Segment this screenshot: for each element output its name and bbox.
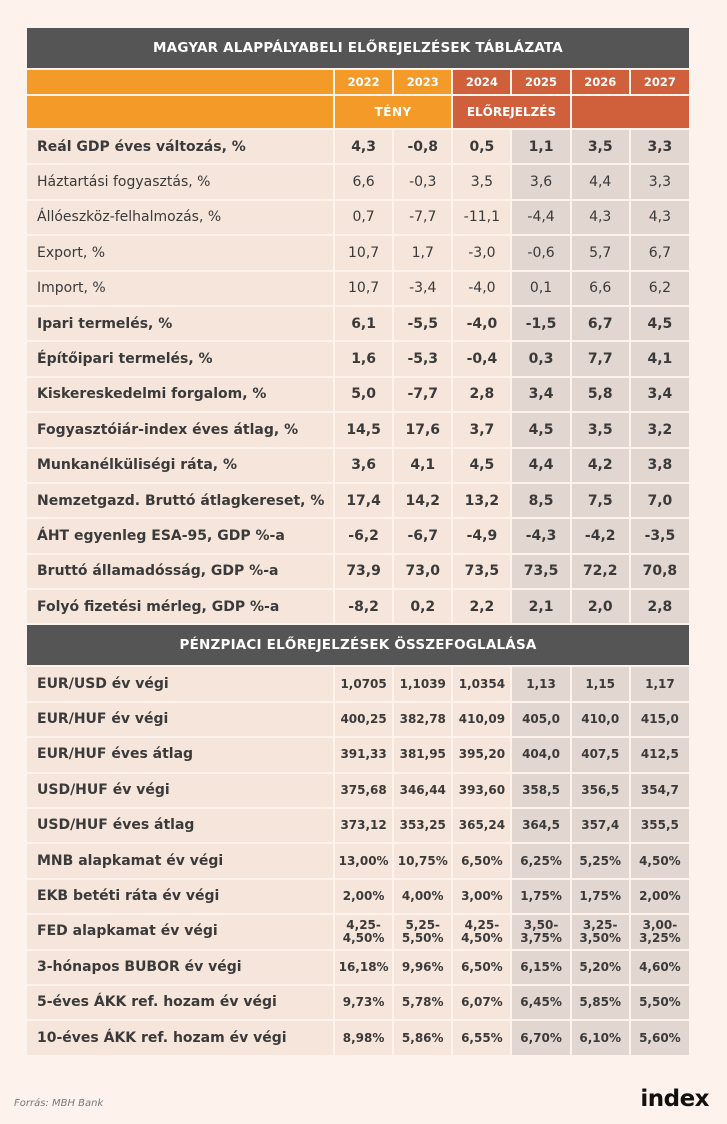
value-cell: 1,1039: [393, 666, 452, 701]
value-cell: 4,3: [334, 129, 393, 164]
value-cell: 2,0: [571, 589, 630, 623]
value-line: 3,50-: [523, 917, 559, 932]
value-cell: -11,1: [452, 200, 511, 235]
year-header: 2026: [571, 69, 630, 95]
value-cell: 4,5: [452, 448, 511, 483]
table-row: [27, 950, 689, 985]
value-cell: 355,5: [630, 808, 689, 843]
value-cell: 3,4: [511, 377, 570, 412]
value-cell: 6,10%: [571, 1020, 630, 1054]
value-cell: 4,5: [630, 306, 689, 341]
row-label: FED alapkamat év végi: [27, 914, 334, 949]
value-cell: 3,2: [630, 412, 689, 447]
value-line: 4,25-: [346, 917, 381, 932]
value-cell: 1,17: [630, 666, 689, 701]
value-line: 3,75%: [520, 930, 562, 945]
value-cell: 10,7: [334, 271, 393, 306]
value-cell: -3,5: [630, 518, 689, 553]
table-row: [27, 843, 689, 878]
value-cell: 415,0: [630, 702, 689, 737]
value-cell: [334, 914, 393, 949]
row-label: Bruttó államadósság, GDP %-a: [27, 554, 334, 589]
value-cell: 4,3: [630, 200, 689, 235]
row-label: 10-éves ÁKK ref. hozam év végi: [27, 1020, 334, 1054]
value-cell: 3,3: [630, 129, 689, 164]
source-note: Forrás: MBH Bank: [14, 1098, 104, 1109]
value-cell: -8,2: [334, 589, 393, 623]
table-row: [27, 808, 689, 843]
row-label: Munkanélküliségi ráta, %: [27, 448, 334, 483]
value-cell: 3,8: [630, 448, 689, 483]
value-cell: -3,4: [393, 271, 452, 306]
value-cell: 375,68: [334, 773, 393, 808]
value-cell: 73,9: [334, 554, 393, 589]
value-cell: 73,5: [452, 554, 511, 589]
table-row: [27, 377, 689, 412]
value-cell: 6,6: [334, 164, 393, 199]
value-cell: 8,5: [511, 483, 570, 518]
value-cell: 1,15: [571, 666, 630, 701]
table-row: [27, 235, 689, 270]
value-cell: 6,2: [630, 271, 689, 306]
value-cell: 3,6: [334, 448, 393, 483]
value-line: 4,50%: [342, 930, 385, 945]
row-label: 5-éves ÁKK ref. hozam év végi: [27, 985, 334, 1020]
value-cell: -7,7: [393, 200, 452, 235]
row-label: Építőipari termelés, %: [27, 341, 334, 376]
value-cell: 3,5: [452, 164, 511, 199]
value-cell: 73,5: [511, 554, 570, 589]
value-cell: 6,45%: [511, 985, 570, 1020]
year-header: 2022: [334, 69, 393, 95]
value-cell: 6,25%: [511, 843, 570, 878]
row-label: Háztartási fogyasztás, %: [27, 164, 334, 199]
value-cell: 4,2: [571, 448, 630, 483]
table-row: [27, 666, 689, 701]
forecast-table-wrapper: [27, 28, 689, 1055]
value-cell: 5,60%: [630, 1020, 689, 1054]
value-cell: 5,7: [571, 235, 630, 270]
value-line: 3,25%: [639, 930, 681, 945]
table-row: [27, 448, 689, 483]
value-cell: 1,75%: [571, 879, 630, 914]
value-cell: 6,07%: [452, 985, 511, 1020]
value-cell: 6,50%: [452, 843, 511, 878]
value-cell: 381,95: [393, 737, 452, 772]
table-row: [27, 914, 689, 949]
value-cell: 14,5: [334, 412, 393, 447]
value-cell: 1,1: [511, 129, 570, 164]
money-table: [27, 665, 689, 1054]
value-cell: 6,1: [334, 306, 393, 341]
value-cell: 6,15%: [511, 950, 570, 985]
value-cell: 6,70%: [511, 1020, 570, 1054]
value-cell: 382,78: [393, 702, 452, 737]
value-cell: 9,96%: [393, 950, 452, 985]
table-title: MAGYAR ALAPPÁLYABELI ELŐREJELZÉSEK TÁBLÁZATA: [27, 28, 689, 68]
value-cell: 5,0: [334, 377, 393, 412]
value-cell: 3,6: [511, 164, 570, 199]
value-cell: -4,0: [452, 271, 511, 306]
row-label: Állóeszköz-felhalmozás, %: [27, 200, 334, 235]
value-cell: 354,7: [630, 773, 689, 808]
row-label: Folyó fizetési mérleg, GDP %-a: [27, 589, 334, 623]
value-line: 3,25-: [582, 917, 618, 932]
value-cell: 14,2: [393, 483, 452, 518]
value-cell: -7,7: [393, 377, 452, 412]
value-cell: 4,3: [571, 200, 630, 235]
year-header-row: [27, 69, 689, 95]
value-cell: 16,18%: [334, 950, 393, 985]
value-cell: 2,2: [452, 589, 511, 623]
value-cell: 404,0: [511, 737, 570, 772]
value-cell: 3,5: [571, 412, 630, 447]
value-cell: 0,1: [511, 271, 570, 306]
table-row: [27, 985, 689, 1020]
row-label: EUR/USD év végi: [27, 666, 334, 701]
value-cell: 2,1: [511, 589, 570, 623]
value-cell: 2,00%: [630, 879, 689, 914]
value-cell: 4,60%: [630, 950, 689, 985]
row-label: Fogyasztóiár-index éves átlag, %: [27, 412, 334, 447]
value-cell: [452, 914, 511, 949]
value-cell: -4,0: [452, 306, 511, 341]
value-cell: 346,44: [393, 773, 452, 808]
value-cell: 407,5: [571, 737, 630, 772]
value-cell: 410,09: [452, 702, 511, 737]
value-cell: 0,7: [334, 200, 393, 235]
table-row: [27, 773, 689, 808]
value-cell: 4,4: [571, 164, 630, 199]
row-label: USD/HUF év végi: [27, 773, 334, 808]
row-label: EUR/HUF év végi: [27, 702, 334, 737]
header-blank: [27, 69, 334, 95]
row-label: Reál GDP éves változás, %: [27, 129, 334, 164]
table-row: [27, 412, 689, 447]
value-cell: -6,7: [393, 518, 452, 553]
row-label: Import, %: [27, 271, 334, 306]
value-cell: 373,12: [334, 808, 393, 843]
value-cell: 70,8: [630, 554, 689, 589]
forecast-label: ELŐREJELZÉS: [452, 95, 570, 129]
value-cell: 0,3: [511, 341, 570, 376]
value-cell: -0,3: [393, 164, 452, 199]
value-cell: 7,7: [571, 341, 630, 376]
value-cell: -1,5: [511, 306, 570, 341]
row-label: EKB betéti ráta év végi: [27, 879, 334, 914]
year-header: 2024: [452, 69, 511, 95]
table-row: [27, 200, 689, 235]
value-cell: 357,4: [571, 808, 630, 843]
table-row: [27, 737, 689, 772]
value-cell: 0,2: [393, 589, 452, 623]
year-header: 2027: [630, 69, 689, 95]
table-row: [27, 518, 689, 553]
value-line: 3,50%: [579, 930, 622, 945]
value-cell: 2,8: [452, 377, 511, 412]
actual-label: TÉNY: [334, 95, 452, 129]
value-cell: 395,20: [452, 737, 511, 772]
table-row: [27, 164, 689, 199]
value-cell: -0,6: [511, 235, 570, 270]
value-cell: 391,33: [334, 737, 393, 772]
value-cell: 356,5: [571, 773, 630, 808]
value-cell: 3,4: [630, 377, 689, 412]
table-row: [27, 306, 689, 341]
value-cell: 0,5: [452, 129, 511, 164]
year-header: 2025: [511, 69, 570, 95]
value-cell: -4,2: [571, 518, 630, 553]
value-line: 4,50%: [461, 930, 503, 945]
table-row: [27, 879, 689, 914]
value-cell: -4,3: [511, 518, 570, 553]
value-cell: [571, 914, 630, 949]
value-cell: [393, 914, 452, 949]
value-cell: 5,25%: [571, 843, 630, 878]
value-cell: 17,6: [393, 412, 452, 447]
value-cell: 6,6: [571, 271, 630, 306]
row-label: Kiskereskedelmi forgalom, %: [27, 377, 334, 412]
value-cell: 3,5: [571, 129, 630, 164]
row-label: Export, %: [27, 235, 334, 270]
value-cell: 4,50%: [630, 843, 689, 878]
value-cell: 3,7: [452, 412, 511, 447]
value-line: 4,25-: [464, 917, 500, 932]
value-cell: 1,6: [334, 341, 393, 376]
value-cell: 410,0: [571, 702, 630, 737]
value-cell: -0,4: [452, 341, 511, 376]
row-label: EUR/HUF éves átlag: [27, 737, 334, 772]
table-row: [27, 554, 689, 589]
value-cell: 13,2: [452, 483, 511, 518]
value-cell: 10,7: [334, 235, 393, 270]
value-cell: -4,9: [452, 518, 511, 553]
value-cell: 4,00%: [393, 879, 452, 914]
value-cell: 5,50%: [630, 985, 689, 1020]
value-cell: 4,1: [393, 448, 452, 483]
value-cell: 10,75%: [393, 843, 452, 878]
value-cell: 3,00%: [452, 879, 511, 914]
value-cell: 2,8: [630, 589, 689, 623]
value-cell: 353,25: [393, 808, 452, 843]
table-row: [27, 129, 689, 164]
value-cell: 1,0705: [334, 666, 393, 701]
value-cell: 6,55%: [452, 1020, 511, 1054]
row-label: 3-hónapos BUBOR év végi: [27, 950, 334, 985]
value-cell: -5,5: [393, 306, 452, 341]
value-cell: -3,0: [452, 235, 511, 270]
value-cell: 5,8: [571, 377, 630, 412]
value-cell: 412,5: [630, 737, 689, 772]
value-cell: 7,0: [630, 483, 689, 518]
value-cell: -4,4: [511, 200, 570, 235]
row-label: Nemzetgazd. Bruttó átlagkereset, %: [27, 483, 334, 518]
table-row: [27, 341, 689, 376]
table-row: [27, 271, 689, 306]
value-line: 5,50%: [401, 930, 444, 945]
value-cell: 4,4: [511, 448, 570, 483]
value-cell: 5,78%: [393, 985, 452, 1020]
value-cell: 1,0354: [452, 666, 511, 701]
row-label: MNB alapkamat év végi: [27, 843, 334, 878]
value-cell: 1,7: [393, 235, 452, 270]
value-cell: 364,5: [511, 808, 570, 843]
year-header: 2023: [393, 69, 452, 95]
value-cell: 2,00%: [334, 879, 393, 914]
value-cell: 5,85%: [571, 985, 630, 1020]
value-cell: 6,50%: [452, 950, 511, 985]
money-market-title: PÉNZPIACI ELŐREJELZÉSEK ÖSSZEFOGLALÁSA: [27, 623, 689, 665]
row-label: ÁHT egyenleg ESA-95, GDP %-a: [27, 518, 334, 553]
value-cell: 4,5: [511, 412, 570, 447]
value-cell: 1,13: [511, 666, 570, 701]
value-cell: [630, 914, 689, 949]
value-cell: 6,7: [630, 235, 689, 270]
value-cell: 358,5: [511, 773, 570, 808]
value-cell: 365,24: [452, 808, 511, 843]
value-cell: 9,73%: [334, 985, 393, 1020]
value-cell: 17,4: [334, 483, 393, 518]
value-line: 3,00-: [642, 917, 678, 932]
value-cell: 405,0: [511, 702, 570, 737]
value-cell: -5,3: [393, 341, 452, 376]
value-cell: 7,5: [571, 483, 630, 518]
forecast-blank: [571, 95, 689, 129]
value-line: 5,25-: [405, 917, 441, 932]
value-cell: -0,8: [393, 129, 452, 164]
period-header-row: [27, 95, 689, 129]
value-cell: 4,1: [630, 341, 689, 376]
table-row: [27, 702, 689, 737]
value-cell: 72,2: [571, 554, 630, 589]
value-cell: [511, 914, 570, 949]
value-cell: 393,60: [452, 773, 511, 808]
row-label: USD/HUF éves átlag: [27, 808, 334, 843]
table-row: [27, 483, 689, 518]
table-row: [27, 1020, 689, 1054]
value-cell: 3,3: [630, 164, 689, 199]
value-cell: 5,86%: [393, 1020, 452, 1054]
value-cell: 8,98%: [334, 1020, 393, 1054]
value-cell: 5,20%: [571, 950, 630, 985]
value-cell: 1,75%: [511, 879, 570, 914]
value-cell: 73,0: [393, 554, 452, 589]
table-row: [27, 589, 689, 623]
value-cell: 6,7: [571, 306, 630, 341]
value-cell: -6,2: [334, 518, 393, 553]
index-logo: index: [640, 1086, 709, 1112]
row-label: Ipari termelés, %: [27, 306, 334, 341]
value-cell: 400,25: [334, 702, 393, 737]
header-blank: [27, 95, 334, 129]
value-cell: 13,00%: [334, 843, 393, 878]
macro-table: [27, 68, 689, 623]
